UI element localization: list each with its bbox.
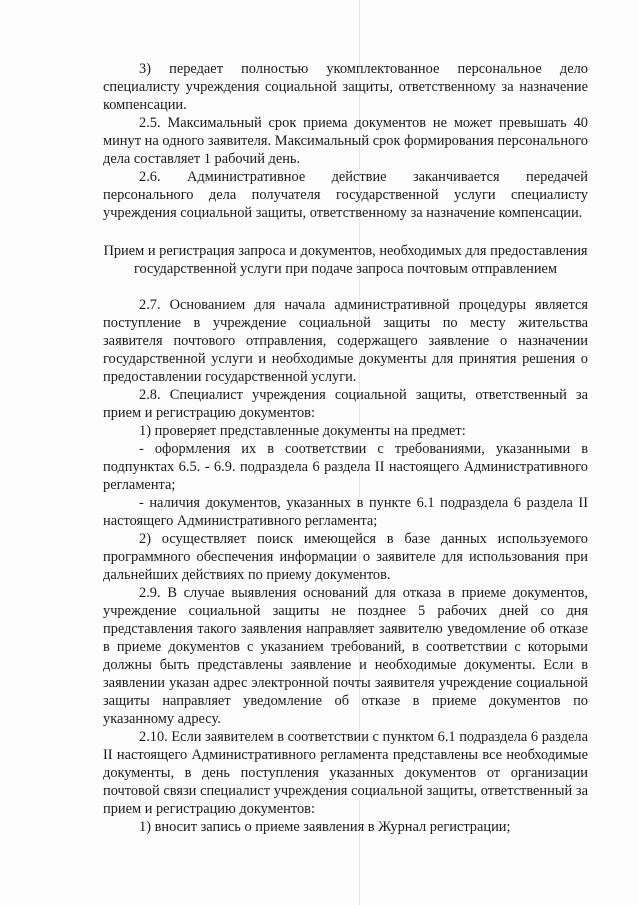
section-heading: Прием и регистрация запроса и документов, необходимых для предоставления государственной услуги при подаче запроса почтовым отправлением: [103, 243, 588, 277]
list-item-formatting: - оформления их в соответствии с требованиями, указанными в подпунктах 6.5. - 6.9. подраздела 6 раздела II настоящего Административного регламента;: [103, 441, 588, 493]
paragraph-2-7: 2.7. Основанием для начала административной процедуры является поступление в учреждение социальной защиты по месту жительства заявителя почтового отправления, содержащего заявление о назначении государственной услуги и необходимые документы для принятия решения о предоставлении государственной услуги.: [103, 297, 588, 385]
list-item-presence: - наличия документов, указанных в пункте 6.1 подраздела 6 раздела II настоящего Административного регламента;: [103, 495, 588, 529]
paragraph-2-5: 2.5. Максимальный срок приема документов не может превышать 40 минут на одного заявителя. Максимальный срок формирования персонального дела составляет 1 рабочий день.: [103, 115, 588, 167]
document-body: [103, 60, 588, 836]
paragraph-2-6: 2.6. Административное действие заканчивается передачей персонального дела получателя государственной услуги специалисту учреждения социальной защиты, ответственному за назначение компенсации.: [103, 169, 588, 221]
paragraph-2-9: 2.9. В случае выявления оснований для отказа в приеме документов, учреждение социальной защиты не позднее 5 рабочих дней со дня представления такого заявления направляет заявителю уведомление об отказе в приеме документов с указанием требований, в соответствии с которыми должны быть представлены заявление и необходимые документы. Если в заявлении указан адрес электронной почты заявителя учреждение социальной защиты направляет уведомление об отказе в приеме документов по указанному адресу.: [103, 585, 588, 727]
paragraph-2-8: 2.8. Специалист учреждения социальной защиты, ответственный за прием и регистрацию документов:: [103, 387, 588, 421]
list-item-journal-entry: 1) вносит запись о приеме заявления в Журнал регистрации;: [139, 819, 511, 835]
list-item-search-database: 2) осуществляет поиск имеющейся в базе данных используемого программного обеспечения информации о заявителе для использования при дальнейших действиях по приему документов.: [103, 531, 588, 583]
paragraph-2-10: 2.10. Если заявителем в соответствии с пунктом 6.1 подраздела 6 раздела II настоящего Административного регламента представлены все необходимые документы, в день поступления указанных документов от организации почтовой связи специалист учреждения социальной защиты, ответственный за прием и регистрацию документов:: [103, 729, 588, 817]
paragraph-item-3: 3) передает полностью укомплектованное персональное дело специалисту учреждения социальной защиты, ответственному за назначение компенсации.: [103, 61, 588, 113]
list-item-check-documents: 1) проверяет представленные документы на предмет:: [139, 423, 466, 439]
